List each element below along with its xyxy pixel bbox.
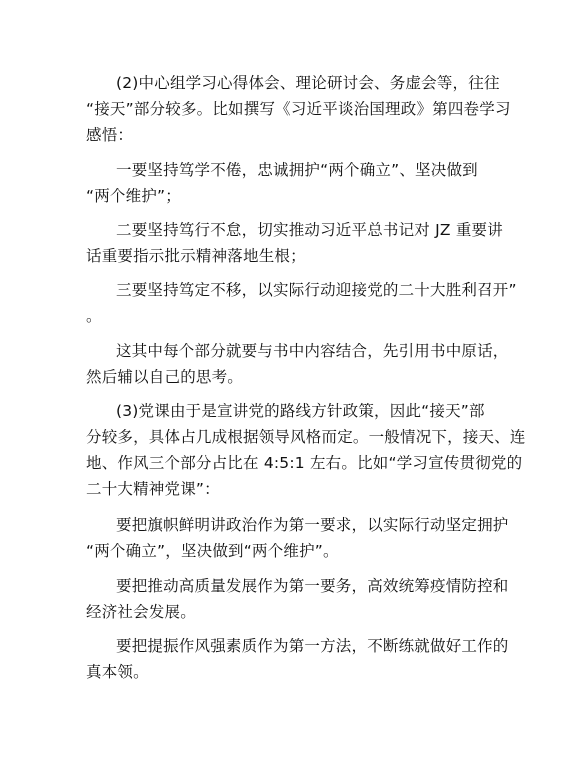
paragraph-line: 三要坚持笃定不移，以实际行动迎接党的二十大胜利召开”	[116, 281, 517, 299]
paragraph-line: 这其中每个部分就要与书中内容结合，先引用书中原话，	[116, 342, 509, 360]
paragraph-development-first	[86, 573, 509, 625]
paragraph-combine-with-book	[86, 338, 509, 390]
paragraph-line: 感悟：	[86, 126, 134, 144]
paragraph-line: “接天”部分较多。比如撰写《习近平谈治国理政》第四卷学习	[86, 100, 511, 118]
paragraph-line: “两个确立”，坚决做到“两个维护”。	[86, 542, 339, 560]
paragraph-first-requirement	[86, 157, 506, 209]
paragraph-second-requirement	[86, 217, 506, 269]
paragraph-style-first	[86, 633, 509, 685]
paragraph-line: “两个维护”；	[86, 187, 181, 205]
paragraph-line: (3)党课由于是宣讲党的路线方针政策，因此“接天”部	[116, 402, 485, 420]
paragraph-line: 真本领。	[86, 663, 149, 681]
paragraph-line: 要把推动高质量发展作为第一要务，高效统筹疫情防控和	[116, 577, 509, 595]
paragraph-line: 。	[86, 307, 102, 325]
paragraph-line: 一要坚持笃学不倦，忠诚拥护“两个确立”、坚决做到	[116, 161, 478, 179]
paragraph-line: (2)中心组学习心得体会、理论研讨会、务虚会等，往往	[116, 74, 500, 92]
paragraph-line: 要把提振作风强素质作为第一方法，不断练就做好工作的	[116, 637, 509, 655]
paragraph-line: 二十大精神党课”：	[86, 480, 220, 498]
paragraph-line: 地、作风三个部分占比在 4:5:1 左右。比如“学习宣传贯彻党的	[86, 454, 523, 472]
paragraph-line: 经济社会发展。	[86, 603, 196, 621]
paragraph-line: 分较多，具体占几成根据领导风格而定。一般情况下，接天、连	[86, 428, 526, 446]
paragraph-third-requirement	[86, 277, 517, 329]
paragraph-line: 话重要指示批示精神落地生根；	[86, 247, 306, 265]
paragraph-line: 二要坚持笃行不怠，切实推动习近平总书记对 JZ 重要讲	[116, 221, 503, 239]
paragraph-line: 要把旗帜鲜明讲政治作为第一要求，以实际行动坚定拥护	[116, 516, 509, 534]
paragraph-party-lecture	[86, 398, 526, 502]
paragraph-center-group-intro	[86, 70, 511, 148]
paragraph-line: 然后辅以自己的思考。	[86, 368, 244, 386]
paragraph-politics-first	[86, 512, 509, 564]
